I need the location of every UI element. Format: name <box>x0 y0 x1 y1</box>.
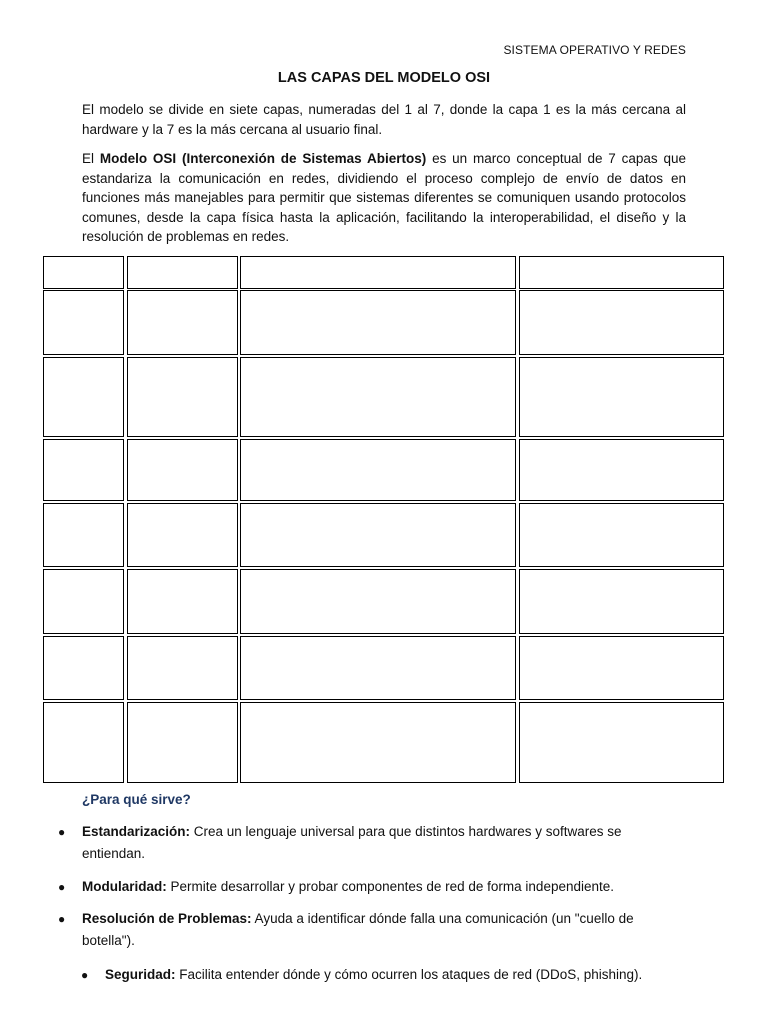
purpose-term: Modularidad: <box>82 879 167 894</box>
purpose-item-modularity <box>58 876 682 898</box>
purpose-item-standardization <box>58 821 682 865</box>
purpose-text: Ayuda a identificar dónde falla una comunicación (un "cuello de botella"). <box>82 911 634 948</box>
bullet-icon: ● <box>58 880 66 894</box>
table-cell-r6-c2 <box>127 569 238 634</box>
purpose-item-security <box>81 964 685 986</box>
purpose-text: Facilita entender dónde y cómo ocurren los ataques de red (DDoS, phishing). <box>175 967 643 982</box>
purpose-term: Resolución de Problemas: <box>82 911 252 926</box>
page-title: LAS CAPAS DEL MODELO OSI <box>277 70 491 86</box>
purpose-term: Estandarización: <box>82 824 191 839</box>
definition-paragraph <box>82 149 686 247</box>
intro-paragraph: El modelo se divide en siete capas, numeradas del 1 al 7, donde la capa 1 es la más cercana al hardware y la 7 es la más cercana al usuario final. <box>82 102 686 137</box>
table-cell-r3-c4 <box>519 357 724 437</box>
table-cell-r3-c1 <box>43 357 124 437</box>
table-cell-r6-c1 <box>43 569 124 634</box>
table-cell-r1-c2 <box>127 256 238 289</box>
table-cell-r1-c1 <box>43 256 124 289</box>
table-cell-r2-c2 <box>127 290 238 355</box>
osi-layers-table <box>43 256 725 784</box>
purpose-text: Permite desarrollar y probar componentes de red de forma independiente. <box>166 879 615 894</box>
table-cell-r3-c2 <box>127 357 238 437</box>
table-cell-r1-c4 <box>519 256 724 289</box>
table-cell-r8-c1 <box>43 702 124 783</box>
table-cell-r7-c2 <box>127 636 238 700</box>
table-cell-r8-c2 <box>127 702 238 783</box>
table-cell-r3-c3 <box>240 357 516 437</box>
table-cell-r6-c4 <box>519 569 724 634</box>
table-cell-r5-c3 <box>240 503 516 567</box>
bullet-icon: ● <box>58 825 66 839</box>
table-cell-r7-c3 <box>240 636 516 700</box>
purpose-item-troubleshooting <box>58 908 682 952</box>
table-cell-r1-c3 <box>240 256 516 289</box>
table-cell-r4-c2 <box>127 439 238 501</box>
table-cell-r2-c4 <box>519 290 724 355</box>
table-cell-r7-c4 <box>519 636 724 700</box>
bullet-icon: ● <box>58 912 66 926</box>
table-cell-r7-c1 <box>43 636 124 700</box>
definition-term: Modelo OSI (Interconexión de Sistemas Abiertos) <box>99 151 427 166</box>
purpose-heading: ¿Para qué sirve? <box>82 792 191 807</box>
table-cell-r6-c3 <box>240 569 516 634</box>
table-cell-r5-c1 <box>43 503 124 567</box>
table-cell-r2-c3 <box>240 290 516 355</box>
table-cell-r4-c3 <box>240 439 516 501</box>
purpose-text: Crea un lenguaje universal para que distintos hardwares y softwares se entiendan. <box>82 824 622 861</box>
table-cell-r8-c4 <box>519 702 724 783</box>
table-cell-r4-c4 <box>519 439 724 501</box>
table-cell-r5-c4 <box>519 503 724 567</box>
bullet-icon: ● <box>81 968 89 982</box>
table-cell-r2-c1 <box>43 290 124 355</box>
page-header: SISTEMA OPERATIVO Y REDES <box>503 43 686 57</box>
table-cell-r8-c3 <box>240 702 516 783</box>
table-cell-r5-c2 <box>127 503 238 567</box>
definition-lead: El <box>82 151 100 166</box>
definition-rest: es un marco conceptual de 7 capas que estandariza la comunicación en redes, dividiendo el proceso complejo de envío de datos en funciones más manejables para permitir que sistemas diferentes se comuniquen usando protocolos comunes, desde la capa física hasta la aplicación, facilitando la interoperabilidad, el diseño y la resolución de problemas en redes. <box>82 151 686 244</box>
purpose-term: Seguridad: <box>105 967 176 982</box>
table-cell-r4-c1 <box>43 439 124 501</box>
